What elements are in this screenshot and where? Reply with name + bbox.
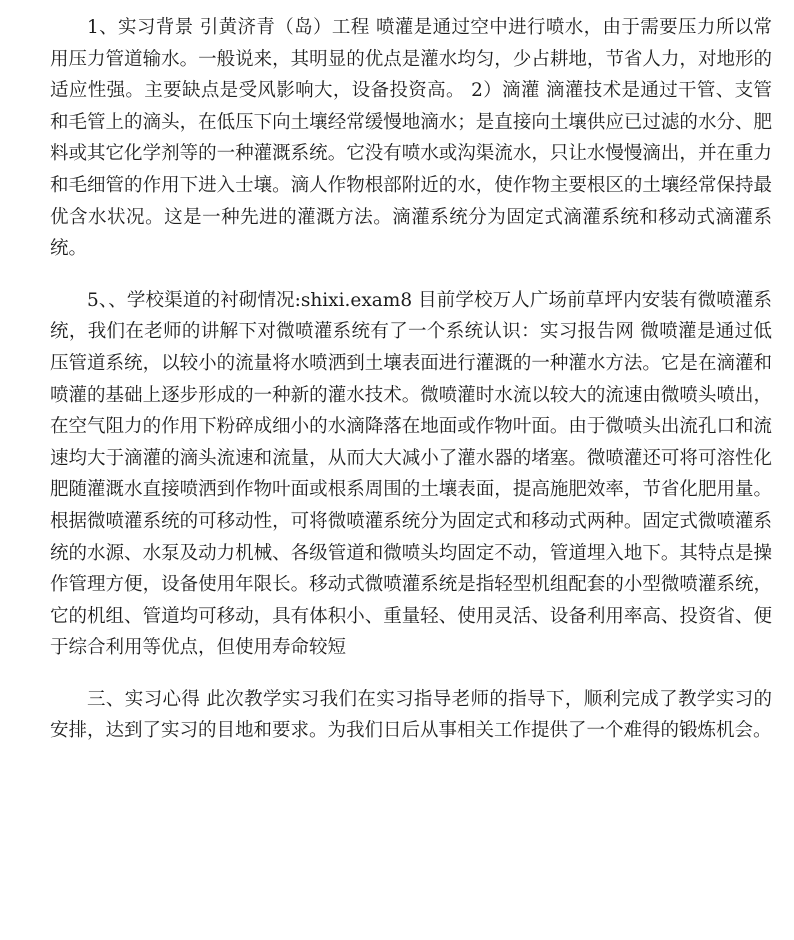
- paragraph-canal-lining: 5、、学校渠道的衬砌情况:shixi.exam8 目前学校万人广场前草坪内安装有微喷灌系统，我们在老师的讲解下对微喷灌系统有了一个系统认识：实习报告网 微喷灌是通过低压管道系统，以较小的流量将水喷洒到土壤表面进行灌溉的一种灌水方法。它是在滴灌和喷灌的基础上逐步形成的一种新的灌水技术。微喷灌时水流以较大的流速由微喷头喷出，在空气阻力的作用下粉碎成细小的水滴降落在地面或作物叶面。由于微喷头出流孔口和流速均大于滴灌的滴头流速和流量，从而大大减小了灌水器的堵塞。微喷灌还可将可溶性化肥随灌溉水直接喷洒到作物叶面或根系周围的土壤表面，提高施肥效率，节省化肥用量。根据微喷灌系统的可移动性，可将微喷灌系统分为固定式和移动式两种。固定式微喷灌系统的水源、水泵及动力机械、各级管道和微喷头均固定不动，管道埋入地下。其特点是操作管理方便，设备使用年限长。移动式微喷灌系统是指轻型机组配套的小型微喷灌系统，它的机组、管道均可移动，具有体积小、重量轻、使用灵活、设备利用率高、投资省、便于综合利用等优点，但使用寿命较短: [50, 289, 772, 659]
- paragraph-reflection: 三、实习心得 此次教学实习我们在实习指导老师的指导下，顺利完成了教学实习的安排，达到了实习的目地和要求。为我们日后从事相关工作提供了一个难得的锻炼机会。: [50, 688, 772, 742]
- paragraph-background: 1、实习背景 引黄济青（岛）工程 喷灌是通过空中进行喷水，由于需要压力所以常用压力管道输水。一般说来，其明显的优点是灌水均匀，少占耕地，节省人力，对地形的适应性强。主要缺点是受风影响大，设备投资高。 2）滴灌 滴灌技术是通过干管、支管和毛管上的滴头，在低压下向土壤经常缓慢地滴水；是直接向土壤供应已过滤的水分、肥料或其它化学剂等的一种灌溉系统。它没有喷水或沟渠流水，只让水慢慢滴出，并在重力和毛细管的作用下进入士壤。滴人作物根部附近的水，使作物主要根区的土壤经常保持最优含水状况。这是一种先进的灌溉方法。滴灌系统分为固定式滴灌系统和移动式滴灌系统。: [50, 17, 772, 260]
- document-body: [50, 12, 772, 747]
